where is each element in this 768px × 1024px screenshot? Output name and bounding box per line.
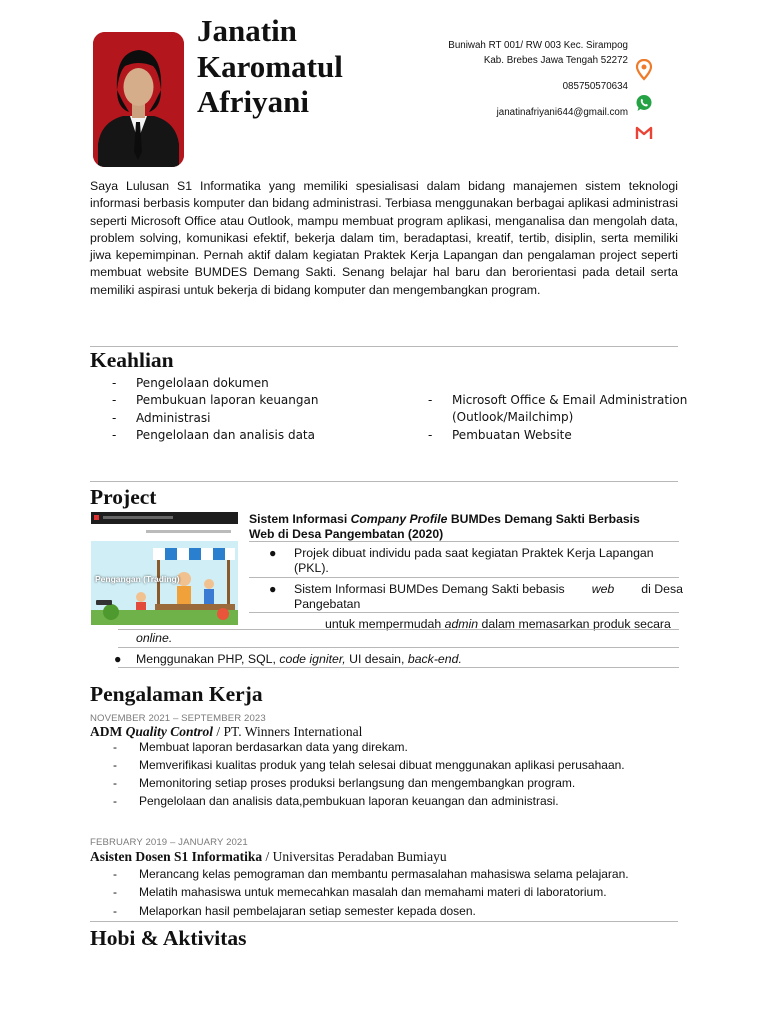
skill-label: Microsoft Office & Email Administration bbox=[452, 393, 688, 407]
table-rule bbox=[118, 667, 679, 668]
skill-item bbox=[112, 375, 318, 392]
job-date: NOVEMBER 2021 – SEPTEMBER 2023 bbox=[90, 713, 266, 724]
job-item bbox=[113, 794, 559, 808]
name-line: Karomatul bbox=[197, 48, 343, 84]
project-title bbox=[249, 512, 679, 542]
address-line-2: Kab. Brebes Jawa Tengah 52272 bbox=[483, 55, 628, 66]
bullet-text: Menggunakan PHP, SQL, bbox=[136, 652, 280, 666]
section-divider bbox=[90, 921, 678, 922]
job-company: / Universitas Peradaban Bumiayu bbox=[262, 849, 447, 864]
bullet-text: UI desain, bbox=[345, 652, 408, 666]
profile-summary: Saya Lulusan S1 Informatika yang memiliki spesialisasi dalam bidang manajemen sistem teknologi informasi berbasis komputer dan bidang administrasi. Terbiasa menggunakan berbagai aplikasi administrasi seperti Microsoft Office atau Outlook, mampu membuat program aplikasi, menganalisa dan mengolah data, problem solving, komunikasi efektif, bekerja dalam tim, beradaptasi, kreatif, tertib, disiplin, serta memiliki jiwa kepemimpinan. Pernah aktif dalam kegiatan Praktek Kerja Lapangan dan pengalaman project seperti membuat website BUMDES Demang Sakti. Senang belajar hal baru dan berorientasi pada detail serta memiliki aspirasi untuk bekerja di bidang komputer dan mengembangkan program. bbox=[90, 179, 678, 297]
project-screenshot bbox=[91, 512, 238, 625]
bullet-line: Pangebatan bbox=[294, 596, 361, 611]
skill-item bbox=[428, 427, 687, 444]
project-bullet bbox=[114, 652, 462, 667]
skill-label: Administrasi bbox=[136, 410, 211, 425]
bullet-dot-icon: ● bbox=[269, 582, 277, 596]
project-heading: Project bbox=[90, 485, 157, 509]
bullet-italic: admin bbox=[444, 617, 479, 631]
skill-item bbox=[428, 392, 688, 409]
dash-marker: - bbox=[113, 885, 117, 899]
job-item bbox=[113, 740, 408, 754]
skill-label: Pembukuan laporan keuangan bbox=[136, 393, 319, 408]
email-address[interactable]: janatinafriyani644@gmail.com bbox=[496, 107, 628, 118]
project-title-italic: Company Profile bbox=[350, 512, 448, 526]
project-title-part: Sistem Informasi bbox=[249, 512, 351, 526]
bullet-line bbox=[294, 582, 683, 597]
hobbies-heading: Hobi & Aktivitas bbox=[90, 926, 247, 950]
phone-number[interactable]: 085750570634 bbox=[562, 81, 628, 92]
bullet-line: (PKL). bbox=[294, 560, 329, 575]
dash-marker: - bbox=[113, 776, 117, 790]
dash-marker: - bbox=[428, 427, 433, 442]
experience-heading: Pengalaman Kerja bbox=[90, 682, 263, 706]
profile-photo bbox=[93, 32, 184, 167]
job-item-text: Pengelolaan dan analisis data,pembukuan laporan keuangan dan administrasi. bbox=[139, 794, 559, 808]
dash-marker: - bbox=[113, 867, 117, 881]
job-item bbox=[113, 867, 629, 881]
job-item bbox=[113, 904, 476, 918]
project-title-part: Web di Desa Pangembatan (2020) bbox=[249, 527, 444, 541]
project-title-part: BUMDes Demang Sakti Berbasis bbox=[447, 512, 640, 526]
job-item-text: Membuat laporan berdasarkan data yang direkam. bbox=[139, 740, 408, 754]
job-item-text: Melatih mahasiswa untuk memecahkan masalah dan memahami materi di laboratorium. bbox=[139, 885, 607, 899]
skill-item bbox=[112, 392, 319, 409]
dash-marker: - bbox=[113, 740, 117, 754]
job-role: Asisten Dosen S1 Informatika bbox=[90, 849, 263, 864]
skill-label: Pengelolaan dan analisis data bbox=[136, 427, 315, 442]
dash-marker: - bbox=[113, 904, 117, 918]
job-date: FEBRUARY 2019 – JANUARY 2021 bbox=[90, 837, 248, 848]
bullet-text: untuk mempermudah bbox=[325, 617, 445, 631]
dash-marker: - bbox=[428, 393, 433, 407]
job-item-text: Memverifikasi kualitas produk yang telah selesai dibuat menggunakan aplikasi perusahaan. bbox=[139, 758, 625, 772]
skills-left-list bbox=[112, 375, 319, 444]
job-title bbox=[90, 724, 362, 740]
dash-marker: - bbox=[112, 427, 117, 442]
bullet-text: Sistem Informasi BUMDes Demang Sakti bebasis bbox=[294, 582, 565, 596]
bullet-dot-icon: ● bbox=[114, 652, 122, 666]
skill-label: Pembuatan Website bbox=[452, 427, 572, 442]
location-pin-icon bbox=[635, 59, 653, 77]
dash-marker: - bbox=[112, 410, 117, 425]
bullet-line: Projek dibuat individu pada saat kegiatan Praktek Kerja Lapangan bbox=[294, 546, 654, 560]
skill-label-continued: (Outlook/Mailchimp) bbox=[452, 410, 574, 425]
bullet-text: di Desa bbox=[641, 582, 683, 596]
gmail-icon bbox=[635, 125, 653, 143]
screenshot-caption: Pengangan (Trading) bbox=[95, 574, 180, 584]
address-line-1: Buniwah RT 001/ RW 003 Kec. Sirampog bbox=[448, 40, 628, 51]
bullet-dot-icon: ● bbox=[269, 546, 277, 560]
skill-item bbox=[112, 410, 318, 427]
job-role-italic: Quality Control bbox=[125, 724, 214, 739]
skills-heading: Keahlian bbox=[90, 348, 174, 372]
project-bullet bbox=[269, 582, 683, 611]
full-name bbox=[197, 13, 343, 120]
dash-marker: - bbox=[112, 393, 117, 408]
job-company: / PT. Winners International bbox=[213, 724, 363, 739]
dash-marker: - bbox=[113, 794, 117, 808]
bullet-italic: code igniter, bbox=[279, 652, 346, 666]
bullet-italic: online. bbox=[136, 631, 173, 645]
job-item bbox=[113, 776, 576, 790]
table-rule bbox=[249, 541, 679, 542]
job-item bbox=[113, 758, 625, 772]
name-line: Afriyani bbox=[197, 84, 309, 119]
job-item-text: Merancang kelas pemograman dan membantu permasalahan mahasiswa selama pelajaran. bbox=[139, 867, 629, 881]
project-bullet bbox=[269, 546, 683, 575]
section-divider bbox=[90, 481, 678, 482]
table-rule bbox=[118, 647, 679, 648]
job-role: ADM bbox=[90, 724, 126, 739]
skill-label: Pengelolaan dokumen bbox=[136, 376, 269, 390]
job-item-text: Memonitoring setiap proses produksi berlangsung dan mengembangkan program. bbox=[139, 776, 576, 790]
section-divider bbox=[90, 346, 678, 347]
job-item bbox=[113, 885, 607, 899]
bullet-text: dalam memasarkan produk secara bbox=[478, 617, 671, 631]
skills-right-list bbox=[428, 392, 688, 444]
bullet-italic: web bbox=[591, 582, 615, 596]
table-rule bbox=[118, 629, 679, 630]
bullet-continuation bbox=[136, 631, 172, 646]
table-rule bbox=[249, 612, 679, 613]
job-item-text: Melaporkan hasil pembelajaran setiap semester kepada dosen. bbox=[139, 904, 476, 918]
whatsapp-icon bbox=[635, 94, 653, 112]
name-line: Janatin bbox=[197, 13, 297, 48]
dash-marker: - bbox=[113, 758, 117, 772]
job-title bbox=[90, 849, 447, 865]
table-rule bbox=[249, 577, 679, 578]
bullet-italic: back-end. bbox=[407, 652, 462, 666]
skill-item bbox=[112, 427, 318, 444]
dash-marker: - bbox=[112, 376, 117, 390]
